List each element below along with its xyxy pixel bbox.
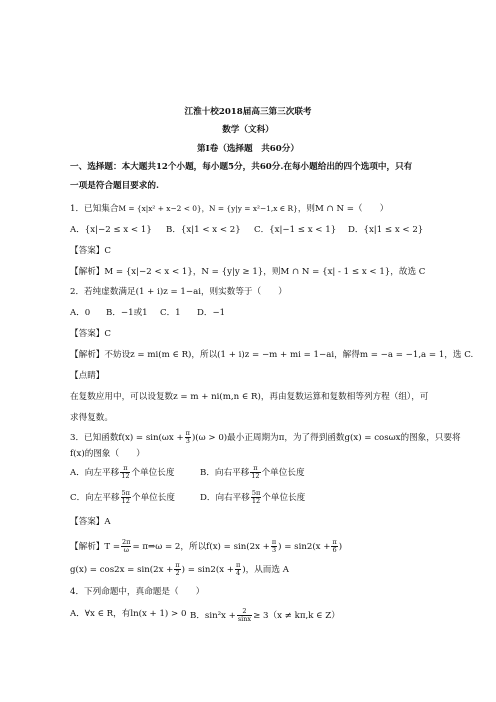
q2-option-b: B．−1或1 xyxy=(106,308,148,318)
q2-option-a: A．0 xyxy=(70,308,91,318)
q1-analysis: 【解析】M = {x|−2 < x < 1}，N = {y|y ≥ 1}，则M ∩ N = {x| - 1 ≤ x < 1}，故选 C xyxy=(70,267,426,277)
q4-stem: 4．下列命题中，真命题是（ ） xyxy=(70,587,205,597)
q1-option-d: D．{x|1 ≤ x < 2} xyxy=(348,225,424,235)
q1-answer: 【答案】C xyxy=(70,246,111,256)
q2-option-d: D．−1 xyxy=(197,308,226,318)
q3-stem-rest: )(ω > 0)最小正周期为π，为了得到函数g(x) = cosωx的图象，只要将 xyxy=(191,433,461,443)
q2-comment-tag: 【点睛】 xyxy=(70,371,105,381)
q1-stem xyxy=(70,203,388,215)
q3-stem-text: 3．已知函数f(x) = sin(ωx + xyxy=(70,433,184,443)
q3-stem xyxy=(70,430,461,445)
q3-stem-line2: f(x)的图象（ ） xyxy=(70,449,145,459)
q3-fraction-pi-3: $\frac{\pi}{3}$ xyxy=(185,429,190,445)
q1-option-a: A．{x|−2 ≤ x < 1} xyxy=(70,225,152,235)
q3-option-d: D．向右平移 $\frac{5\pi}{12}$ 个单位长度 xyxy=(200,489,306,505)
q1-stem-text: 1．已知集合 xyxy=(70,204,119,214)
section-heading-line1: 一、选择题：本大题共12个小题，每小题5分，共60分.在每小题给出的四个选项中，只有 xyxy=(70,162,413,172)
q4-option-a: A．∀x ∈ R，有ln(x + 1) > 0 xyxy=(70,609,187,619)
subject-title: 数学（文科） xyxy=(222,125,274,135)
q3-option-c: C．向左平移 $\frac{5\pi}{12}$ 个单位长度 xyxy=(70,489,175,505)
q1-stem-tail: ，则M ∩ N =（ ） xyxy=(297,204,389,214)
q3-analysis-line2: g(x) = cos2x = sin(2x + $\frac{\pi}{2}$ ) = sin2(x + $\frac{\pi}{4}$ )，从而选 A xyxy=(70,561,289,577)
q2-option-c: C．1 xyxy=(160,308,181,318)
q4-option-b: B．sin²x + $\frac{2}{\sin x}$ ≥ 3（x ≠ kπ,k ∈ Z） xyxy=(190,607,340,623)
volume-title: 第Ⅰ卷（选择题 共60分） xyxy=(197,144,299,154)
q2-comment-line1: 在复数应用中，可以设复数z = m + ni(m,n ∈ R)，再由复数运算和复数相等列方程（组），可 xyxy=(70,392,429,402)
q2-stem: 2．若纯虚数满足(1 + i)z = 1−ai，则实数等于（ ） xyxy=(70,287,287,297)
q1-set-m: M = {x|x² + x−2 < 0} xyxy=(118,204,202,213)
q3-option-a: A．向左平移 $\frac{\pi}{12}$ 个单位长度 xyxy=(70,464,175,480)
q2-comment-line2: 求得复数。 xyxy=(70,413,113,423)
exam-title: 江淮十校2018届高三第三次联考 xyxy=(184,107,312,117)
q3-answer: 【答案】A xyxy=(70,517,111,527)
q1-set-n: ，N = {y|y = x²−1,x ∈ R} xyxy=(201,204,298,213)
q1-option-c: C．{x|−1 ≤ x < 1} xyxy=(254,225,337,235)
section-heading-line2: 一项是符合题目要求的. xyxy=(70,181,159,191)
q1-option-b: B．{x|1 < x < 2} xyxy=(166,225,241,235)
q3-analysis: 【解析】T = $\frac{2\pi}{\omega}$ = π⇒ω = 2，所以f(x) = sin(2x + $\frac{\pi}{3}$ ) = sin2(x + $\frac{\pi}{6}$ ) xyxy=(70,538,343,554)
q3-option-b: B．向右平移 $\frac{\pi}{12}$ 个单位长度 xyxy=(200,464,305,480)
q2-answer: 【答案】C xyxy=(70,329,111,339)
q2-analysis: 【解析】不妨设z = mi(m ∈ R)，所以(1 + i)z = −m + mi = 1−ai，解得m = −a = −1,a = 1，选 C. xyxy=(70,350,474,360)
